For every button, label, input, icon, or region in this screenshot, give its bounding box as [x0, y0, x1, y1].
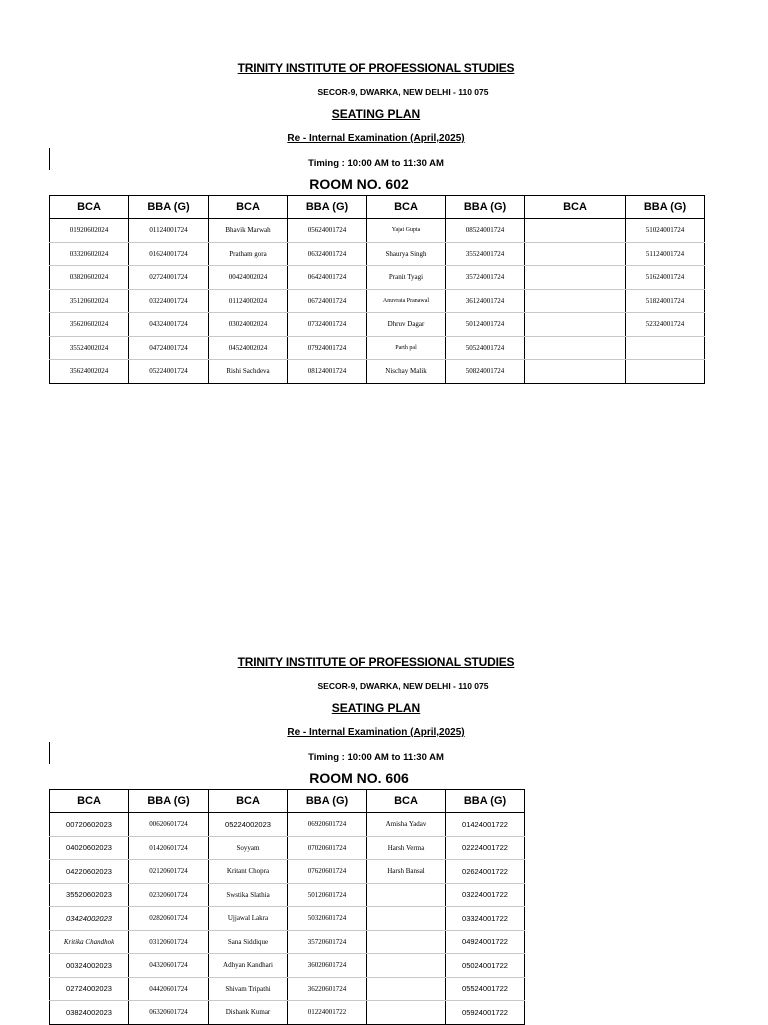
column-header: BCA [50, 790, 129, 813]
table-row [50, 977, 525, 1001]
table-cell: 06724001724 [288, 289, 367, 313]
table-cell: Nischay Malik [367, 360, 446, 384]
table-cell: 06324001724 [288, 242, 367, 266]
table-cell: 35624002024 [50, 360, 129, 384]
table-cell: 05224001724 [129, 360, 209, 384]
table-cell: 02320601724 [129, 883, 209, 907]
exam-title: Re - Internal Examination (April,2025) [287, 727, 465, 738]
table-cell [525, 336, 626, 360]
table-cell: 05524001722 [446, 977, 525, 1001]
table-cell: Shivam Tripathi [209, 977, 288, 1001]
table-cell [525, 289, 626, 313]
table-cell: Kritika Chandhok [50, 930, 129, 954]
table-cell: 03120601724 [129, 930, 209, 954]
table-cell: 35724001724 [446, 266, 525, 290]
exam-timing: Timing : 10:00 AM to 11:30 AM [308, 752, 444, 763]
table-cell [525, 219, 626, 243]
table-cell: 03824002023 [50, 1001, 129, 1025]
table-cell: 07324001724 [288, 313, 367, 337]
table-cell: 35520602023 [50, 883, 129, 907]
table-cell: 00620601724 [129, 813, 209, 837]
table-cell: 04924001722 [446, 930, 525, 954]
table-row [50, 930, 525, 954]
column-header: BCA [525, 196, 626, 219]
table-cell: 02724002023 [50, 977, 129, 1001]
column-header: BBA (G) [626, 196, 705, 219]
table-row [50, 219, 705, 243]
table-cell: 51624001724 [626, 266, 705, 290]
table-row [50, 313, 705, 337]
table-cell [367, 1001, 446, 1025]
table-cell [525, 242, 626, 266]
table-row [50, 907, 525, 931]
table-cell: 03224001724 [129, 289, 209, 313]
table-cell: 02120601724 [129, 860, 209, 884]
column-header: BBA (G) [288, 196, 367, 219]
table-cell: 51824001724 [626, 289, 705, 313]
table-cell: 06424001724 [288, 266, 367, 290]
table-cell: 01420601724 [129, 836, 209, 860]
table-cell: 50320601724 [288, 907, 367, 931]
seating-plan-heading: SEATING PLAN [331, 107, 421, 121]
table-cell [626, 336, 705, 360]
column-header: BBA (G) [288, 790, 367, 813]
table-row [50, 860, 525, 884]
institute-address: SECOR-9, DWARKA, NEW DELHI - 110 075 [317, 87, 489, 97]
institute-title: TRINITY INSTITUTE OF PROFESSIONAL STUDIES [237, 61, 515, 75]
table-cell: 50524001724 [446, 336, 525, 360]
table-cell: 03424002023 [50, 907, 129, 931]
column-header: BCA [209, 790, 288, 813]
institute-title: TRINITY INSTITUTE OF PROFESSIONAL STUDIES [237, 655, 515, 669]
table-cell: 02624001722 [446, 860, 525, 884]
table-cell: 04220602023 [50, 860, 129, 884]
table-cell: 36124001724 [446, 289, 525, 313]
table-cell: 08124001724 [288, 360, 367, 384]
table-cell: 35120602024 [50, 289, 129, 313]
table-cell: 03324001722 [446, 907, 525, 931]
table-cell: 00720602023 [50, 813, 129, 837]
table-cell: 03224001722 [446, 883, 525, 907]
institute-address: SECOR-9, DWARKA, NEW DELHI - 110 075 [317, 681, 489, 691]
table-cell: 36220601724 [288, 977, 367, 1001]
table-cell: Yajat Gupta [367, 219, 446, 243]
table-cell [525, 313, 626, 337]
table-cell: 08524001724 [446, 219, 525, 243]
table-row [50, 289, 705, 313]
table-row [50, 954, 525, 978]
table-cell: 03320602024 [50, 242, 129, 266]
table-cell: Bhavik Marwah [209, 219, 288, 243]
exam-timing: Timing : 10:00 AM to 11:30 AM [308, 158, 444, 169]
table-row [50, 883, 525, 907]
table-cell: Kritant Chopra [209, 860, 288, 884]
column-header: BCA [209, 196, 288, 219]
table-cell: 35720601724 [288, 930, 367, 954]
table-cell: 01124001724 [129, 219, 209, 243]
seating-table-room-606 [49, 789, 525, 1025]
table-cell: 05624001724 [288, 219, 367, 243]
table-row [50, 813, 525, 837]
table-cell: Pratham gora [209, 242, 288, 266]
table-cell: Swstika Slathia [209, 883, 288, 907]
table-header-row [50, 196, 705, 219]
table-cell [367, 954, 446, 978]
table-cell: 05024001722 [446, 954, 525, 978]
table-cell: 04724001724 [129, 336, 209, 360]
column-header: BBA (G) [446, 196, 525, 219]
table-cell: 51124001724 [626, 242, 705, 266]
table-cell: Soyyam [209, 836, 288, 860]
table-cell: 36020601724 [288, 954, 367, 978]
column-header: BCA [50, 196, 129, 219]
table-cell [525, 266, 626, 290]
column-header: BBA (G) [129, 196, 209, 219]
table-cell: 03024002024 [209, 313, 288, 337]
table-cell: 02224001722 [446, 836, 525, 860]
table-cell: 35620602024 [50, 313, 129, 337]
table-cell: 05224002023 [209, 813, 288, 837]
table-cell: 02820601724 [129, 907, 209, 931]
table-cell [525, 360, 626, 384]
table-cell: Adhyan Kandhari [209, 954, 288, 978]
table-cell: 51024001724 [626, 219, 705, 243]
table-cell: 05924001722 [446, 1001, 525, 1025]
table-cell: 04320601724 [129, 954, 209, 978]
table-cell: 01424001722 [446, 813, 525, 837]
seating-plan-heading: SEATING PLAN [331, 701, 421, 715]
table-cell: 04324001724 [129, 313, 209, 337]
table-row [50, 360, 705, 384]
table-cell [626, 360, 705, 384]
table-row [50, 242, 705, 266]
table-cell [367, 930, 446, 954]
table-cell: 03820602024 [50, 266, 129, 290]
room-number: ROOM NO. 602 [309, 176, 409, 192]
table-cell: 06920601724 [288, 813, 367, 837]
table-row [50, 836, 525, 860]
table-cell: 35524002024 [50, 336, 129, 360]
table-row [50, 336, 705, 360]
table-cell: 52324001724 [626, 313, 705, 337]
table-cell: 02724001724 [129, 266, 209, 290]
seating-table-room-602 [49, 195, 705, 384]
table-cell: 00424002024 [209, 266, 288, 290]
table-cell: Harsh Bansal [367, 860, 446, 884]
table-cell: 50124001724 [446, 313, 525, 337]
table-cell: 01124002024 [209, 289, 288, 313]
table-cell: 04420601724 [129, 977, 209, 1001]
table-row [50, 1001, 525, 1025]
table-cell [367, 977, 446, 1001]
table-cell: Dhruv Dagar [367, 313, 446, 337]
table-header-row [50, 790, 525, 813]
column-header: BBA (G) [446, 790, 525, 813]
table-row [50, 266, 705, 290]
table-cell: 01224001722 [288, 1001, 367, 1025]
table-cell: Sana Siddique [209, 930, 288, 954]
table-cell: Pranit Tyagi [367, 266, 446, 290]
exam-title: Re - Internal Examination (April,2025) [287, 133, 465, 144]
table-cell: 04524002024 [209, 336, 288, 360]
table-cell [367, 883, 446, 907]
table-cell: 50120601724 [288, 883, 367, 907]
table-cell: 07924001724 [288, 336, 367, 360]
column-header: BCA [367, 790, 446, 813]
table-cell: 07020601724 [288, 836, 367, 860]
table-cell: Harsh Verma [367, 836, 446, 860]
table-cell: 50824001724 [446, 360, 525, 384]
table-cell: Amisha Yadav [367, 813, 446, 837]
table-cell: Anuvrata Pranawal [367, 289, 446, 313]
room-number: ROOM NO. 606 [309, 770, 409, 786]
table-cell: Ujjawal Lakra [209, 907, 288, 931]
table-cell [367, 907, 446, 931]
table-cell: 06320601724 [129, 1001, 209, 1025]
table-cell: 07620601724 [288, 860, 367, 884]
table-cell: 01624001724 [129, 242, 209, 266]
column-header: BCA [367, 196, 446, 219]
table-cell: Shaurya Singh [367, 242, 446, 266]
column-header: BBA (G) [129, 790, 209, 813]
table-cell: Parth pal [367, 336, 446, 360]
table-cell: 00324002023 [50, 954, 129, 978]
table-cell: 35524001724 [446, 242, 525, 266]
table-cell: Dishank Kumar [209, 1001, 288, 1025]
table-cell: Rishi Sachdeva [209, 360, 288, 384]
table-cell: 04020602023 [50, 836, 129, 860]
table-cell: 01920602024 [50, 219, 129, 243]
